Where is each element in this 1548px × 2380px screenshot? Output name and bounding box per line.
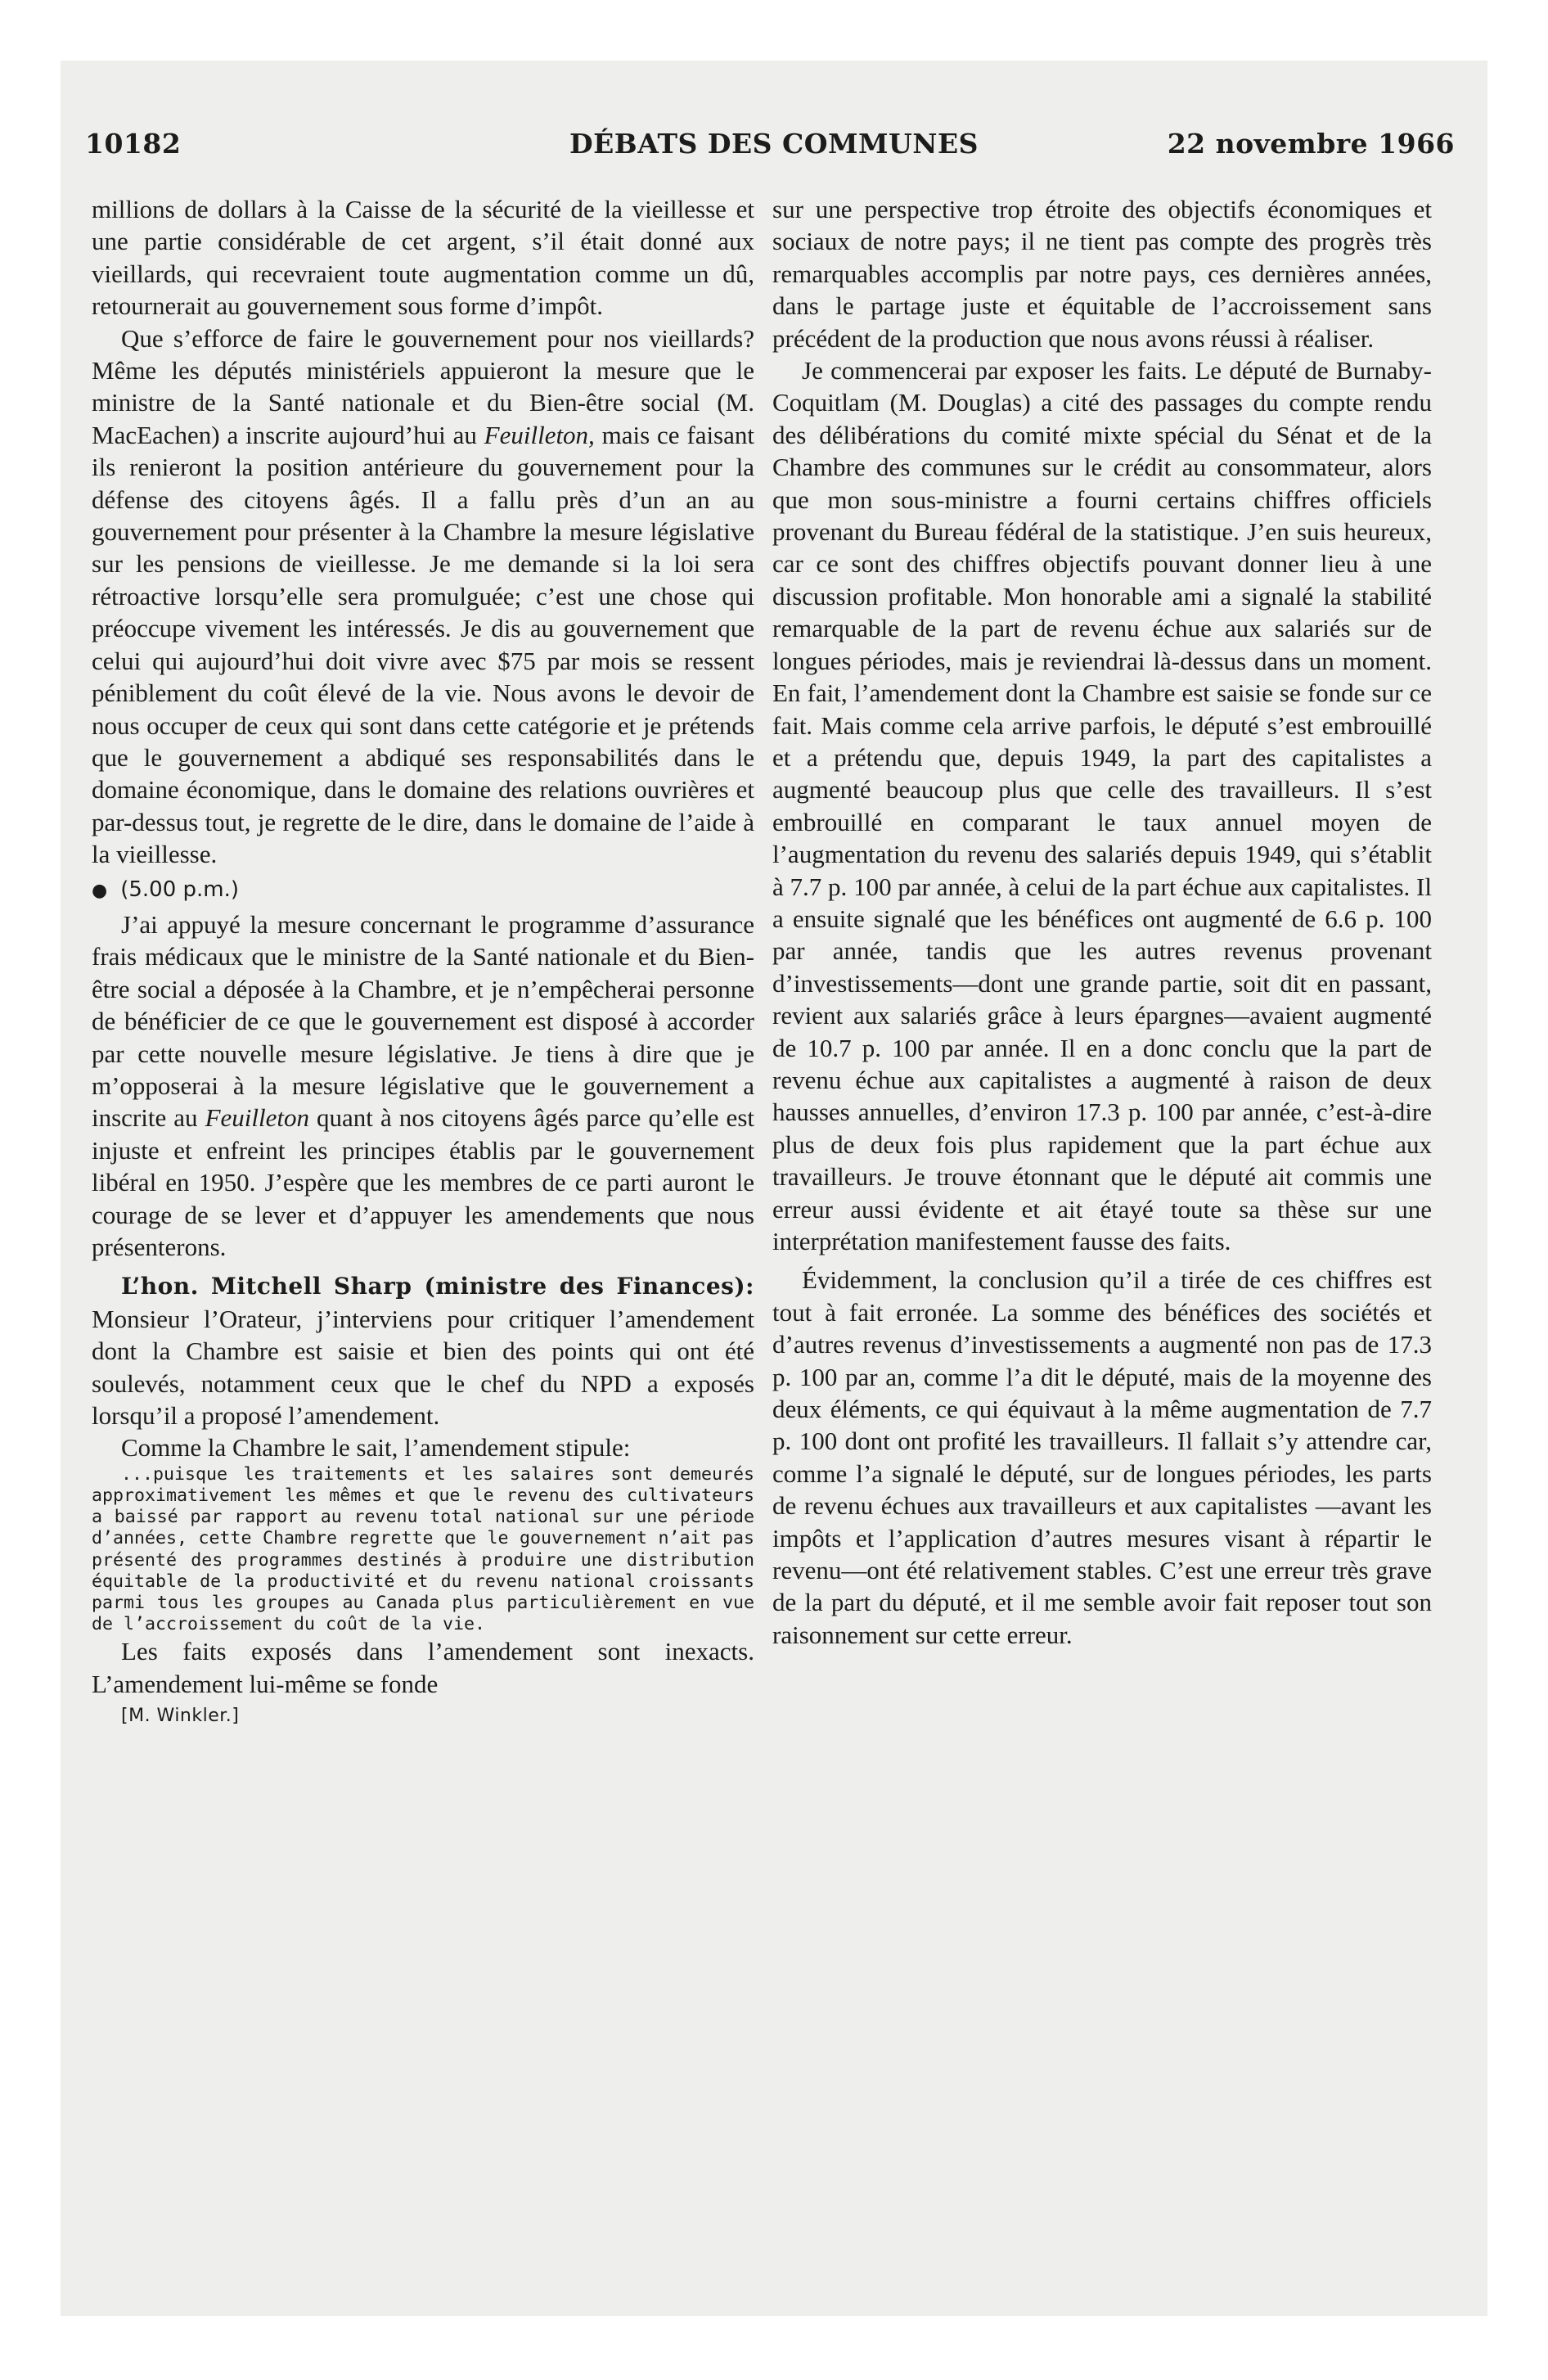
italic-text: Feuilleton, [484,420,595,449]
paragraph: millions de dollars à la Caisse de la sécurité de la vieillesse et une partie considérable de cet argent, s’il était donné aux vieillards, qui recevraient toute augmentation comme un dû, retournerait au gouvernement sous forme d’impôt. [92,195,754,321]
publication-title: DÉBATS DES COMMUNES [569,128,979,160]
paragraph-text: Que s’efforce de faire le gouvernement pour nos vieillards? Même les députés ministériels appuieront la mesure que le ministre de la Santé nationale et du Bien-être social (M. MacEachen) a inscrite aujourd’hui au [92,323,754,449]
paragraph-text: mais ce faisant ils renieront la position antérieure du gouvernement pour la défense des citoyens âgés. Il a fallu près d’un an au gouvernement pour présenter à la Chambre la mesure législative sur les pensions de vieillesse. Je me demande si la loi sera rétroactive lorsqu’elle sera promulguée; c’est une chose qui préoccupe vivement les intéressés. Je dis au gouvernement que celui qui aujourd’hui doit vivre avec $75 par mois se ressent péniblement du coût élevé de la vie. Nous avons le devoir de nous occuper de ceux qui sont dans cette catégorie et je prétends que le gouvernement a abdiqué ses responsabilités dans le domaine économique, dans le domaine des relations ouvrières et par-dessus tout, je regrette de le dire, dans le domaine de l’aide à la vieillesse. [92,420,754,869]
paragraph: Évidemment, la conclusion qu’il a tirée de ces chiffres est tout à fait erronée. La somme des bénéfices des sociétés et d’autres revenus d’investissements a augmenté non pas de 17.3 p. 100 par an, comme l’a dit le député, mais de la moyenne des deux éléments, ce qui équivaut à la même augmentation de 7.7 p. 100 dont ont profité les travailleurs. Il fallait s’y attendre car, comme l’a signalé le député, sur de longues périodes, les parts de revenu échues aux travailleurs et aux capitalistes —avant les impôts et l’application d’autres mesures visant à répartir le revenu—ont été relativement stables. C’est une erreur très grave de la part du député, et il me semble avoir fait reposer tout son raisonnement sur cette erreur. [772,1265,1432,1649]
speaker-footnote: [M. Winkler.] [121,1706,240,1727]
block-quote: ...puisque les traitements et les salaires sont demeurés approximativement les mêmes et que le revenu des cultivateurs a baissé par rapport au revenu total national sur une période d’années, cette Chambre regrette que le gouvernement n’ait pas présenté des programmes destinés à produire une distribution équitable de la productivité et du revenu national croissants parmi tous les groupes au Canada plus particulièrement en vue de l’accroissement du coût de la vie. [92,1463,754,1635]
paragraph: Comme la Chambre le sait, l’amendement stipule: [121,1433,631,1463]
speaker-name: L’hon. Mitchell Sharp (ministre des Finances): [121,1273,754,1300]
left-column [92,193,754,1733]
paragraph [92,322,754,871]
paragraph [92,908,754,1263]
paragraph-text: J’ai appuyé la mesure concernant le programme d’assurance frais médicaux que le ministre de la Santé nationale et du Bien-être social a déposée à la Chambre, et je n’empêcherai personne de bénéficier de ce que le gouvernement est disposé à accorder par cette nouvelle mesure législative. Je tiens à dire que je m’opposerai à la mesure législative que le gouvernement a inscrite au [92,909,754,1133]
paragraph: sur une perspective trop étroite des objectifs économiques et sociaux de notre pays; il ne tient pas compte des progrès très remarquables accomplis par notre pays, ces dernières années, dans le partage juste et équitable de l’accroissement sans précédent de la production que nous avons réussi à réaliser. [772,195,1432,353]
time-marker [92,874,754,907]
paragraph-text: Monsieur l’Orateur, j’interviens pour critiquer l’amendement dont la Chambre est saisie et bien des points qui ont été soulevés, notamment ceux que le chef du NPD a exposés lorsqu’il a proposé l’amendement. [92,1304,754,1431]
paragraph: Je commencerai par exposer les faits. Le député de Burnaby-Coquitlam (M. Douglas) a cité des passages du compte rendu des délibérations du comité mixte spécial du Sénat et de la Chambre des communes sur le crédit au consommateur, alors que mon sous-ministre a fourni certains chiffres officiels provenant du Bureau fédéral de la statistique. J’en suis heureux, car ce sont des chiffres objectifs pouvant donner lieu à une discussion profitable. Mon honorable ami a signalé la stabilité remarquable de la part de revenu échue aux salariés sur de longues périodes, mais je reviendrai là-dessus dans un moment. En fait, l’amendement dont la Chambre est saisie se fonde sur ce fait. Mais comme cela arrive parfois, le député s’est embrouillé et a prétendu que, depuis 1949, la part des capitalistes a augmenté beaucoup plus que celle des travailleurs. Il s’est embrouillé en comparant le taux annuel moyen de l’augmentation du revenu des salariés depuis 1949, qui s’établit à 7.7 p. 100 par année, à celui de la part échue aux capitalistes. Il a ensuite signalé que les bénéfices ont augmenté de 6.6 p. 100 par année, tandis que les autres revenus provenant d’investissements—dont une grande partie, soit dit en passant, revient aux salariés grâce à leurs épargnes—avaient augmenté de 10.7 p. 100 par année. Il en a donc conclu que la part de revenu échue aux capitalistes a augmenté à raison de deux hausses annuelles, d’environ 17.3 p. 100 par année, c’est-à-dire plus de deux fois plus rapidement que la part échue aux travailleurs. Je trouve étonnant que le député ait commis une erreur aussi évidente et ait étayé toute sa thèse sur une interprétation manifestement fausse des faits. [772,356,1432,1255]
page-header [61,128,1487,177]
document-page [61,61,1487,2316]
bullet-icon: ● [92,880,108,901]
paragraph [92,1269,754,1431]
page-number: 10182 [85,128,182,160]
paragraph: Les faits exposés dans l’amendement sont inexacts. L’amendement lui-même se fonde [92,1637,754,1698]
paragraph-text: quant à nos citoyens âgés parce qu’elle est injuste et enfreint les principes établis par le gouvernement libéral en 1950. J’espère que les membres de ce parti auront le courage de se lever et d’appuyer les amendements que nous présenterons. [92,1103,754,1261]
time-marker-text: (5.00 p.m.) [120,877,240,902]
italic-text: Feuilleton [205,1103,309,1133]
page-date: 22 novembre 1966 [1167,128,1455,160]
right-column [772,193,1432,1651]
